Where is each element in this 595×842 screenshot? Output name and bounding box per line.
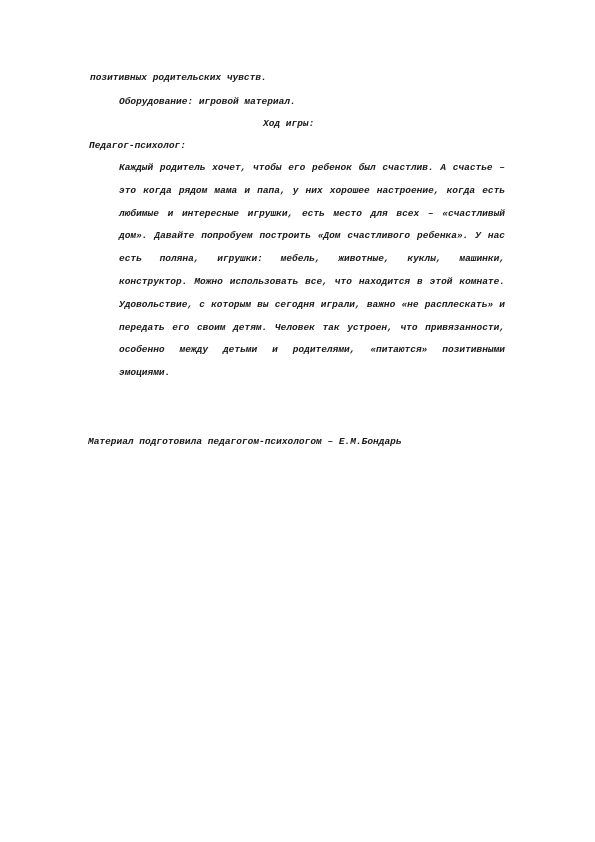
body-paragraph: Каждый родитель хочет, чтобы его ребенок был счастлив. А счастье – это когда рядом мама и папа, у них хорошее настроение, когда есть любимые и интересные игрушки, есть место для всех – «счастливый дом». Давайте попробуем построить «Дом счастливого ребенка». У нас есть поляна, игрушки: мебель, животные, куклы, машинки, конструктор. Можно использовать все, что находится в этой комнате. Удовольствие, с которым вы сегодня играли, важно «не расплескать» и передать его своим детям. Человек так устроен, что привязанности, особенно между детьми и родителями, «питаются» позитивными эмоциями.	[119, 162, 505, 379]
intro-line: позитивных родительских чувств.	[90, 72, 267, 83]
equipment-line: Оборудование: игровой материал.	[119, 96, 296, 107]
author-signature: Материал подготовила педагогом-психологом – Е.М.Бондарь	[88, 436, 402, 447]
game-heading: Ход игры:	[263, 118, 315, 129]
speaker-label: Педагог-психолог:	[89, 140, 186, 151]
